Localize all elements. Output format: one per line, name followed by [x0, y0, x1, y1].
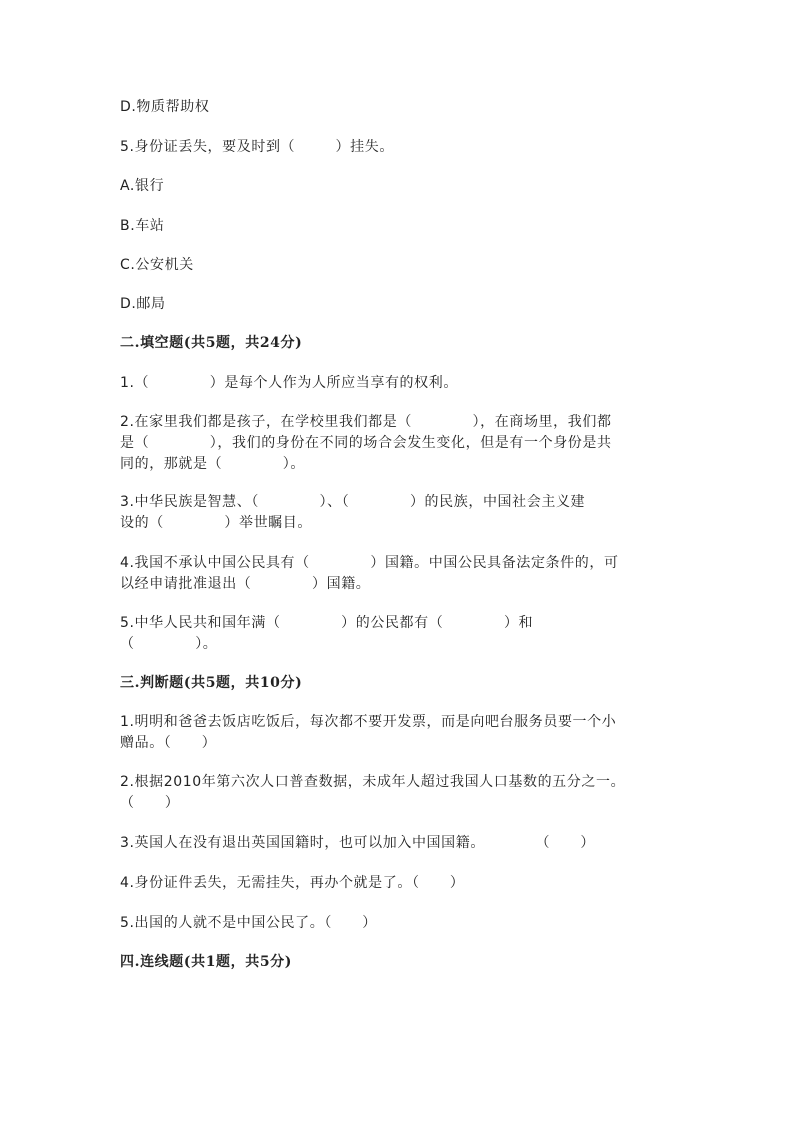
fill-question-5-line-2: （ ）。 [120, 636, 218, 652]
judge-question-2-line-1: 2.根据2010年第六次人口普查数据，未成年人超过我国人口基数的五分之一。 [120, 774, 626, 790]
judge-question-1-line-2: 赠品。（ ） [120, 735, 217, 751]
judge-question-5: 5.出国的人就不是中国公民了。（ ） [120, 915, 377, 931]
option-b: B.车站 [120, 218, 165, 234]
section-3-heading: 三.判断题(共5题，共10分) [120, 675, 303, 691]
judge-question-1-line-1: 1.明明和爸爸去饭店吃饭后，每次都不要开发票，而是向吧台服务员要一个小 [120, 714, 617, 730]
option-d: D.邮局 [120, 296, 166, 312]
fill-question-3-line-2: 设的（ ）举世瞩目。 [120, 515, 313, 531]
fill-question-4-line-2: 以经申请批准退出（ ）国籍。 [120, 576, 371, 592]
fill-question-2-line-2: 是（ ），我们的身份在不同的场合会发生变化，但是有一个身份是共 [120, 435, 612, 451]
fill-question-3-line-1: 3.中华民族是智慧、（ ）、（ ）的民族，中国社会主义建 [120, 494, 586, 510]
judge-question-2-line-2: （ ） [120, 795, 180, 811]
judge-question-4: 4.身份证件丢失，无需挂失，再办个就是了。（ ） [120, 875, 465, 891]
option-a: A.银行 [120, 178, 165, 194]
question-5-stem: 5.身份证丢失，要及时到（ ）挂失。 [120, 139, 394, 155]
fill-question-2-line-3: 同的，那就是（ ）。 [120, 456, 306, 472]
judge-question-3: 3.英国人在没有退出英国国籍时，也可以加入中国国籍。 （ ） [120, 835, 595, 851]
section-4-heading: 四.连线题(共1题，共5分) [120, 954, 293, 970]
fill-question-5-line-1: 5.中华人民共和国年满（ ）的公民都有（ ）和 [120, 615, 534, 631]
fill-question-4-line-1: 4.我国不承认中国公民具有（ ）国籍。中国公民具备法定条件的，可 [120, 555, 619, 571]
fill-question-1: 1.（ ）是每个人作为人所应当享有的权利。 [120, 375, 458, 391]
option-d-previous: D.物质帮助权 [120, 99, 210, 115]
section-2-heading: 二.填空题(共5题，共24分) [120, 335, 303, 351]
fill-question-2-line-1: 2.在家里我们都是孩子，在学校里我们都是（ ），在商场里，我们都 [120, 414, 612, 430]
option-c: C.公安机关 [120, 257, 194, 273]
